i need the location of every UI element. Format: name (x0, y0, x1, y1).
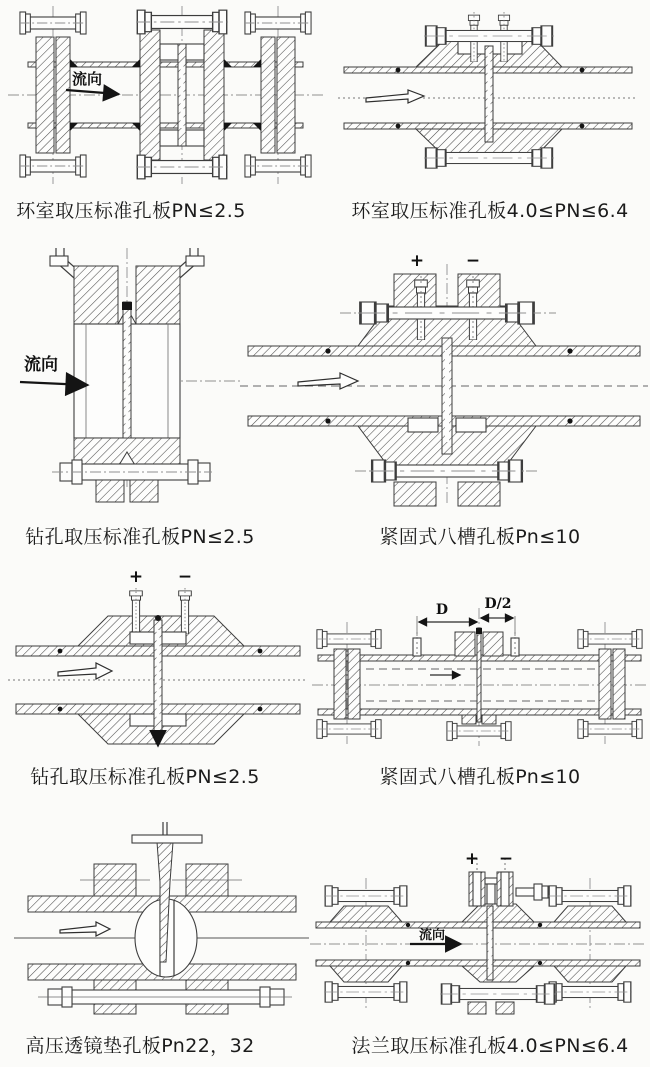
right-flange (577, 630, 643, 739)
negative-tap-label: − (498, 849, 514, 869)
diagram-drilled-tap-orifice-vertical (12, 248, 242, 510)
caption-flange-tap: 法兰取压标准孔板4.0≤PN≤6.4 (351, 1035, 629, 1057)
diagram-flange-tap-orifice (310, 832, 646, 1028)
bottom-bolt (38, 987, 292, 1007)
positive-tap-label: + (128, 568, 144, 587)
left-flange (316, 630, 382, 739)
negative-tap-label: − (177, 568, 193, 587)
caption-ring-chamber-high-pn: 环室取压标准孔板4.0≤PN≤6.4 (351, 200, 629, 222)
orifice-plate (487, 906, 493, 980)
flow-arrow-icon (366, 90, 424, 103)
caption-eight-slot-1: 紧固式八槽孔板Pn≤10 (379, 526, 581, 548)
diagram-clamped-eight-slot-orifice (240, 250, 648, 510)
caption-ring-chamber-low-pn: 环室取压标准孔板PN≤2.5 (16, 200, 246, 222)
left-flange-pair (36, 37, 70, 153)
positive-tap-label: + (409, 251, 425, 271)
diagram-ring-chamber-orifice-high-pn (338, 10, 638, 178)
bottom-bolt (440, 984, 556, 1004)
caption-drilled-tap-2: 钻孔取压标准孔板PN≤2.5 (30, 766, 260, 788)
bottom-bolt (52, 460, 212, 502)
slot (408, 418, 438, 432)
flow-direction (66, 70, 118, 94)
negative-tap-label: − (465, 251, 481, 271)
ring-chamber-flange-pair (140, 30, 224, 160)
dimension-d-label: D (435, 602, 449, 618)
orifice-plate (122, 302, 132, 448)
flow-arrow-icon (58, 663, 112, 679)
flow-direction (410, 927, 460, 944)
caption-lens-gasket: 高压透镜垫孔板Pn22，32 (25, 1035, 255, 1057)
diagram-eight-slot-orifice-dimensions (312, 572, 647, 752)
flow-arrow-icon (60, 922, 110, 936)
diagram-ring-chamber-orifice-low-pn (8, 4, 323, 186)
dimension-annotations (417, 596, 515, 636)
dimension-d-half-label: D/2 (484, 596, 512, 612)
caption-drilled-tap-1: 钻孔取压标准孔板PN≤2.5 (25, 526, 255, 548)
positive-tap-label: + (464, 849, 480, 869)
flow-label: 流向 (418, 928, 446, 943)
diagram-drilled-tap-orifice-horizontal (8, 568, 308, 752)
right-flange-pair (261, 37, 295, 153)
flow-arrow-icon (66, 90, 118, 94)
flow-label: 流向 (72, 70, 103, 88)
diagram-lens-gasket-orifice (14, 822, 309, 1022)
flow-label: 流向 (24, 355, 58, 375)
slot (456, 418, 486, 432)
flow-arrow-icon (298, 373, 358, 389)
caption-eight-slot-2: 紧固式八槽孔板Pn≤10 (379, 766, 581, 788)
